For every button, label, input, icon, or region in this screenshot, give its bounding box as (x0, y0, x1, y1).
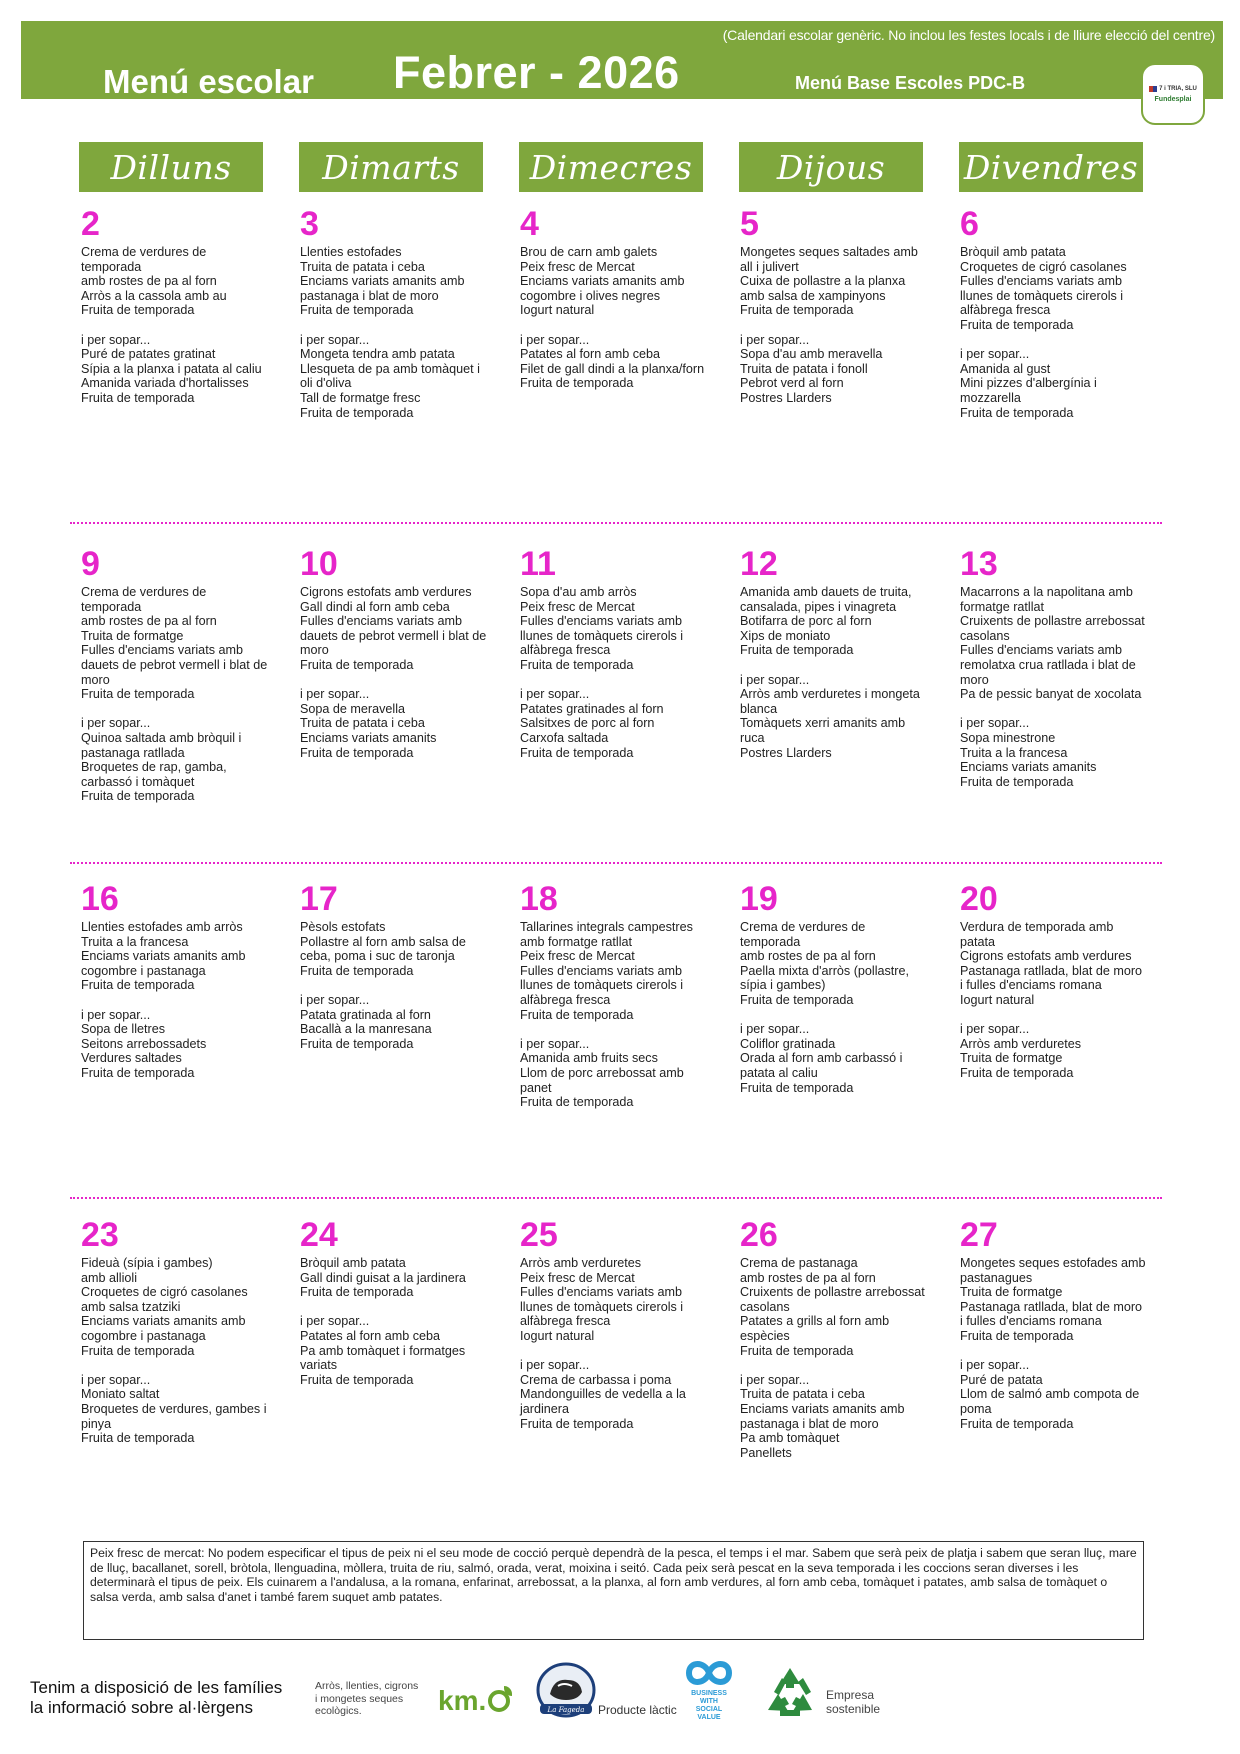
day-menu: Arròs amb verduretes Peix fresc de Mercat Fulles d'enciams variats amb llunes de tomàquets cirerols i alfàbrega fresca Iogurt natural i per sopar... Crema de carbassa i poma Mandonguilles de vedella a la jardinera Fruita de temporada (520, 1256, 686, 1431)
week-separator (70, 862, 1162, 864)
day-menu: Pèsols estofats Pollastre al forn amb salsa de ceba, poma i suc de taronja Fruita de temporada i per sopar... Patata gratinada al forn Bacallà a la manresana Fruita de temporada (300, 920, 466, 1051)
calendar-note: (Calendari escolar genèric. No inclou les festes locals i de lliure elecció del centre) (722, 27, 1215, 43)
day-number: 6 (960, 205, 979, 243)
day-number: 24 (300, 1216, 338, 1254)
sustainable-company (826, 1688, 880, 1716)
day-cell (300, 547, 500, 760)
day-menu: Fideuà (sípia i gambes) amb allioli Croquetes de cigró casolanes amb salsa tzatziki Enciams variats amanits amb cogombre i pastanaga Fruita de temporada i per sopar... Moniato saltat Broquetes de verdures, gambes i pinya Fruita de temporada (81, 1256, 267, 1446)
day-cell (300, 207, 500, 420)
day-cell (960, 1218, 1160, 1431)
page-title: Menú escolar (103, 63, 314, 100)
business-social-value-logo (681, 1657, 737, 1721)
logo-brand: Fundesplai (1154, 95, 1192, 103)
day-menu: Mongetes seques estofades amb pastanagues Truita de formatge Pastanaga ratllada, blat de moro i fulles d'enciams romana Fruita de temporada i per sopar... Puré de patata Llom de salmó amb compota de poma Fruita de temporada (960, 1256, 1146, 1431)
day-cell (960, 882, 1160, 1081)
day-cell (81, 882, 281, 1081)
bwsv-line-2: WITH (700, 1698, 718, 1705)
day-number: 23 (81, 1216, 119, 1254)
dairy-product-label: Producte làctic (598, 1703, 677, 1717)
day-menu: Mongetes seques saltades amb all i julivert Cuixa de pollastre a la planxa amb salsa de xampinyons Fruita de temporada i per sopar... Sopa d'au amb meravella Truita de patata i fonoll Pebrot verd al forn Postres Llarders (740, 245, 918, 405)
bwsv-line-4: VALUE (697, 1714, 721, 1721)
day-menu: Brou de carn amb galets Peix fresc de Mercat Enciams variats amanits amb cogombre i olives negres Iogurt natural i per sopar... Patates al forn amb ceba Filet de gall dindi a la planxa/forn Fruita de temporada (520, 245, 705, 391)
allergens-info (30, 1678, 282, 1718)
organic-line-3: ecològics. (315, 1705, 362, 1717)
day-number: 4 (520, 205, 539, 243)
day-cell (960, 207, 1160, 420)
day-cell (81, 207, 281, 406)
week-separator (70, 522, 1162, 524)
day-header-wednesday: Dimecres (519, 142, 703, 192)
day-number: 20 (960, 880, 998, 918)
header-banner (21, 21, 1223, 103)
day-header-friday: Divendres (959, 142, 1143, 192)
day-number: 9 (81, 545, 100, 583)
day-cell (740, 1218, 940, 1460)
day-number: 27 (960, 1216, 998, 1254)
day-number: 16 (81, 880, 119, 918)
day-cell (520, 1218, 720, 1431)
bwsv-line-3: SOCIAL (695, 1706, 723, 1713)
organic-line-2: i mongetes seques (315, 1692, 404, 1705)
day-cell (520, 882, 720, 1110)
day-cell (740, 547, 940, 760)
farm-label: La Fageda (547, 1706, 585, 1714)
day-cell (520, 207, 720, 391)
day-cell (300, 1218, 500, 1387)
day-number: 25 (520, 1216, 558, 1254)
day-menu: Sopa d'au amb arròs Peix fresc de Mercat Fulles d'enciams variats amb llunes de tomàquets cirerols i alfàbrega fresca Fruita de temporada i per sopar... Patates gratinades al forn Salsitxes de porc al forn Carxofa saltada Fruita de temporada (520, 585, 684, 760)
day-header-tuesday: Dimarts (299, 142, 483, 192)
km0-text: km. (438, 1685, 487, 1716)
day-number: 18 (520, 880, 558, 918)
day-menu: Verdura de temporada amb patata Cigrons estofats amb verdures Pastanaga ratllada, blat de moro i fulles d'enciams romana Iogurt natural i per sopar... Arròs amb verduretes Truita de formatge Fruita de temporada (960, 920, 1143, 1080)
organic-line-1: Arròs, llenties, cigrons (315, 1680, 419, 1692)
day-menu: Macarrons a la napolitana amb formatge ratllat Cruixents de pollastre arrebossat casolans Fulles d'enciams variats amb remolatxa crua ratllada i blat de moro Pa de pessic banyat de xocolata i per sopar... Sopa minestrone Truita a la francesa Enciams variats amanits Fruita de temporada (960, 585, 1145, 789)
allergens-line-2: la informació sobre al·lèrgens (30, 1698, 253, 1717)
day-number: 13 (960, 545, 998, 583)
day-menu: Bròquil amb patata Gall dindi guisat a la jardinera Fruita de temporada i per sopar... Patates al forn amb ceba Pa amb tomàquet i formatges variats Fruita de temporada (300, 1256, 466, 1387)
day-cell (740, 882, 940, 1095)
day-cell (960, 547, 1160, 789)
day-number: 12 (740, 545, 778, 583)
day-header-thursday: Dijous (739, 142, 923, 192)
sustainable-line-1: Empresa (826, 1688, 875, 1702)
day-menu: Crema de verdures de temporada amb rostes de pa al forn Arròs a la cassola amb au Fruita de temporada i per sopar... Puré de patates gratinat Sípia a la planxa i patata al caliu Amanida variada d'hortalisses Fruita de temporada (81, 245, 262, 405)
day-menu: Llenties estofades amb arròs Truita a la francesa Enciams variats amanits amb cogombre i pastanaga Fruita de temporada i per sopar... Sopa de lletres Seitons arrebossadets Verdures saltades Fruita de temporada (81, 920, 246, 1080)
fundesplai-logo (1141, 63, 1205, 125)
week-separator (70, 1197, 1162, 1199)
day-number: 2 (81, 205, 100, 243)
day-menu: Crema de verdures de temporada amb rostes de pa al forn Paella mixta d'arròs (pollastre, sípia i gambes) Fruita de temporada i per sopar... Coliflor gratinada Orada al forn amb carbassó i patata al caliu Fruita de temporada (740, 920, 909, 1095)
day-menu: Amanida amb dauets de truita, cansalada, pipes i vinagreta Botifarra de porc al forn Xips de moniato Fruita de temporada i per sopar... Arròs amb verduretes i mongeta blanca Tomàquets xerri amanits amb ruca Postres Llarders (740, 585, 920, 760)
day-cell (81, 547, 281, 804)
leaf-icon (488, 1690, 510, 1712)
day-number: 17 (300, 880, 338, 918)
menu-base-title: Menú Base Escoles PDC-B (795, 73, 1026, 93)
day-menu: Tallarines integrals campestres amb formatge ratllat Peix fresc de Mercat Fulles d'enciams variats amb llunes de tomàquets cirerols i alfàbrega fresca Fruita de temporada i per sopar... Amanida amb fruits secs Llom de porc arrebossat amb panet Fruita de temporada (520, 920, 693, 1110)
day-number: 10 (300, 545, 338, 583)
day-number: 3 (300, 205, 319, 243)
day-cell (300, 882, 500, 1051)
allergens-line-1: Tenim a disposició de les famílies (30, 1678, 283, 1697)
km0-logo (438, 1685, 510, 1717)
day-menu: Bròquil amb patata Croquetes de cigró casolanes Fulles d'enciams variats amb llunes de tomàquets cirerols i alfàbrega fresca Fruita de temporada i per sopar... Amanida al gust Mini pizzes d'albergínia i mozzarella Fruita de temporada (960, 245, 1127, 420)
day-menu: Crema de pastanaga amb rostes de pa al forn Cruixents de pollastre arrebossat casolans Patates a grills al forn amb espècies Fruita de temporada i per sopar... Truita de patata i ceba Enciams variats amanits amb pastanaga i blat de moro Pa amb tomàquet Panellets (740, 1256, 925, 1460)
day-menu: Llenties estofades Truita de patata i ceba Enciams variats amanits amb pastanaga i blat de moro Fruita de temporada i per sopar... Mongeta tendra amb patata Llesqueta de pa amb tomàquet i oli d'oliva Tall de formatge fresc Fruita de temporada (300, 245, 480, 420)
sustainable-line-2: sostenible (826, 1702, 881, 1716)
flag-icon (1149, 86, 1157, 92)
bwsv-line-1: BUSINESS (691, 1690, 727, 1697)
logo-company: 7 i TRIA, SLU (1159, 85, 1197, 92)
la-fageda-logo (534, 1660, 598, 1722)
day-header-monday: Dilluns (79, 142, 263, 192)
organic-legumes-note (315, 1680, 418, 1718)
day-cell (520, 547, 720, 760)
recycle-icon (760, 1664, 820, 1724)
day-number: 19 (740, 880, 778, 918)
day-menu: Cigrons estofats amb verdures Gall dindi al forn amb ceba Fulles d'enciams variats amb dauets de pebrot vermell i blat de moro Fruita de temporada i per sopar... Sopa de meravella Truita de patata i ceba Enciams variats amanits Fruita de temporada (300, 585, 487, 760)
day-number: 5 (740, 205, 759, 243)
day-number: 26 (740, 1216, 778, 1254)
day-number: 11 (520, 545, 556, 583)
day-cell (740, 207, 940, 406)
day-menu: Crema de verdures de temporada amb rostes de pa al forn Truita de formatge Fulles d'enciams variats amb dauets de pebrot vermell i blat de moro Fruita de temporada i per sopar... Quinoa saltada amb bròquil i pastanaga ratllada Broquetes de rap, gamba, carbassó i tomàquet Fruita de temporada (81, 585, 268, 804)
month-title: Febrer - 2026 (393, 47, 680, 98)
day-cell (81, 1218, 281, 1446)
fresh-fish-note: Peix fresc de mercat: No podem especificar el tipus de peix ni el seu mode de cocció perquè dependrà de la pesca, el temps i el mar. Sabem que serà peix de platja i sabem que seran lluç, mare de lluç, bacallanet, sorell, bròtola, llenguadina, mòllera, truita de riu, salmó, orada, verat, moixina i seitó. Cada peix serà pescat en la seva temporada i les coccions seran diverses i les determinarà el tipus de peix. Els cuinarem a l'andalusa, a la romana, enfarinat, arrebossat, a la planxa, al forn amb verdures, al forn amb ceba, tomàquet i patates, amb salsa de tomàquet o salsa verda, amb salsa d'anet i també farem suquet amb patates. (83, 1541, 1144, 1640)
